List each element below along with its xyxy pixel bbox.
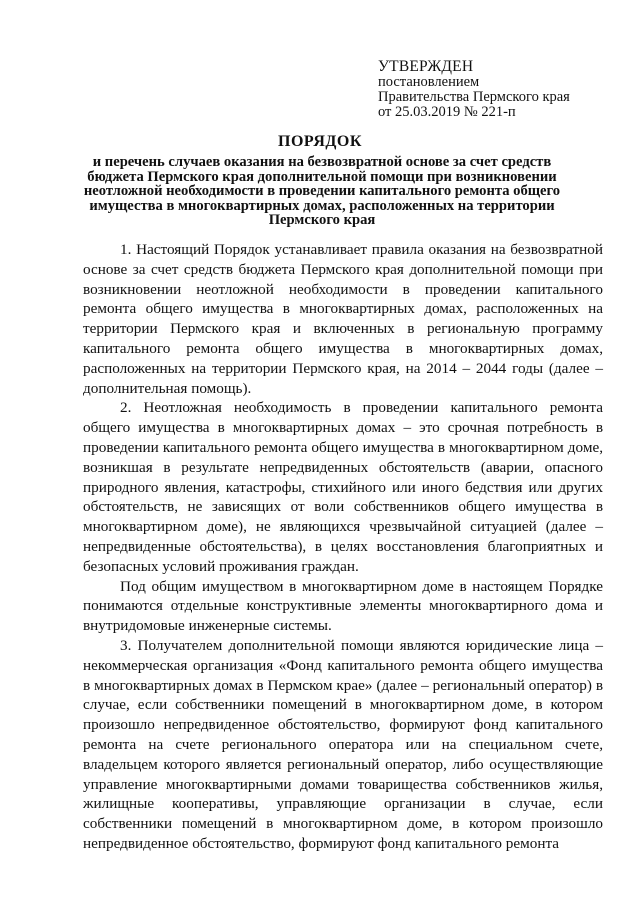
document-subtitle: и перечень случаев оказания на безвозвратной основе за счет средств бюджета Пермского края дополнительной помощи при возникновении неотложной необходимости в проведении капитального ремонта общего имущества в многоквартирных домах, расположенных на территории Пермского края xyxy=(83,154,561,229)
approval-block xyxy=(378,58,618,120)
paragraph-1: 1. Настоящий Порядок устанавливает правила оказания на безвозвратной основе за счет средств бюджета Пермского края дополнительной помощи при возникновении неотложной необходимости в проведении капитального ремонта общего имущества в многоквартирных домах, расположенных на территории Пермского края и включенных в региональную программу капитального ремонта общего имущества в многоквартирных домах, расположенных на территории Пермского края, на 2014 – 2044 годы (далее – дополнительная помощь). xyxy=(83,241,603,397)
approval-line-decree: постановлением xyxy=(378,74,480,90)
paragraph-common-property: Под общим имуществом в многоквартирном доме в настоящем Порядке понимаются отдельные конструктивные элементы многоквартирного дома и внутридомовые инженерные системы. xyxy=(83,577,603,635)
approval-line-government: Правительства Пермского края xyxy=(378,89,570,105)
paragraph-3: 3. Получателем дополнительной помощи являются юридические лица – некоммерческая организация «Фонд капитального ремонта общего имущества в многоквартирных домах в Пермском крае» (далее – региональный оператор) в случае, если собственники помещений в многоквартирном доме, в котором произошло непредвиденное обстоятельство, формируют фонд капитального ремонта на счете регионального оператора или на специальном счете, владельцем которого является региональный оператор, либо осуществляющие управление многоквартирными домами товарищества собственников жилья, жилищные кооперативы, управляющие организации в случае, если собственники помещений в многоквартирном доме, в котором произошло непредвиденное обстоятельство, формируют фонд капитального ремонта xyxy=(83,636,603,852)
approval-stamp: УТВЕРЖДЕН xyxy=(378,58,474,75)
paragraph-2: 2. Неотложная необходимость в проведении капитального ремонта общего имущества в многоквартирных домах – это срочная потребность в проведении капитального ремонта общего имущества в многоквартирном доме, возникшая в результате непредвиденных обстоятельств (аварии, опасного природного явления, катастрофы, стихийного или иного бедствия или других обстоятельств, не зависящих от воли собственников общего имущества в многоквартирном доме), не являющихся чрезвычайной ситуацией (далее – непредвиденные обстоятельства), в целях восстановления благоприятных и безопасных условий проживания граждан. xyxy=(83,399,603,575)
document-title: ПОРЯДОК xyxy=(278,133,362,150)
document-body xyxy=(83,240,603,854)
approval-line-date-number: от 25.03.2019 № 221-п xyxy=(378,104,516,120)
